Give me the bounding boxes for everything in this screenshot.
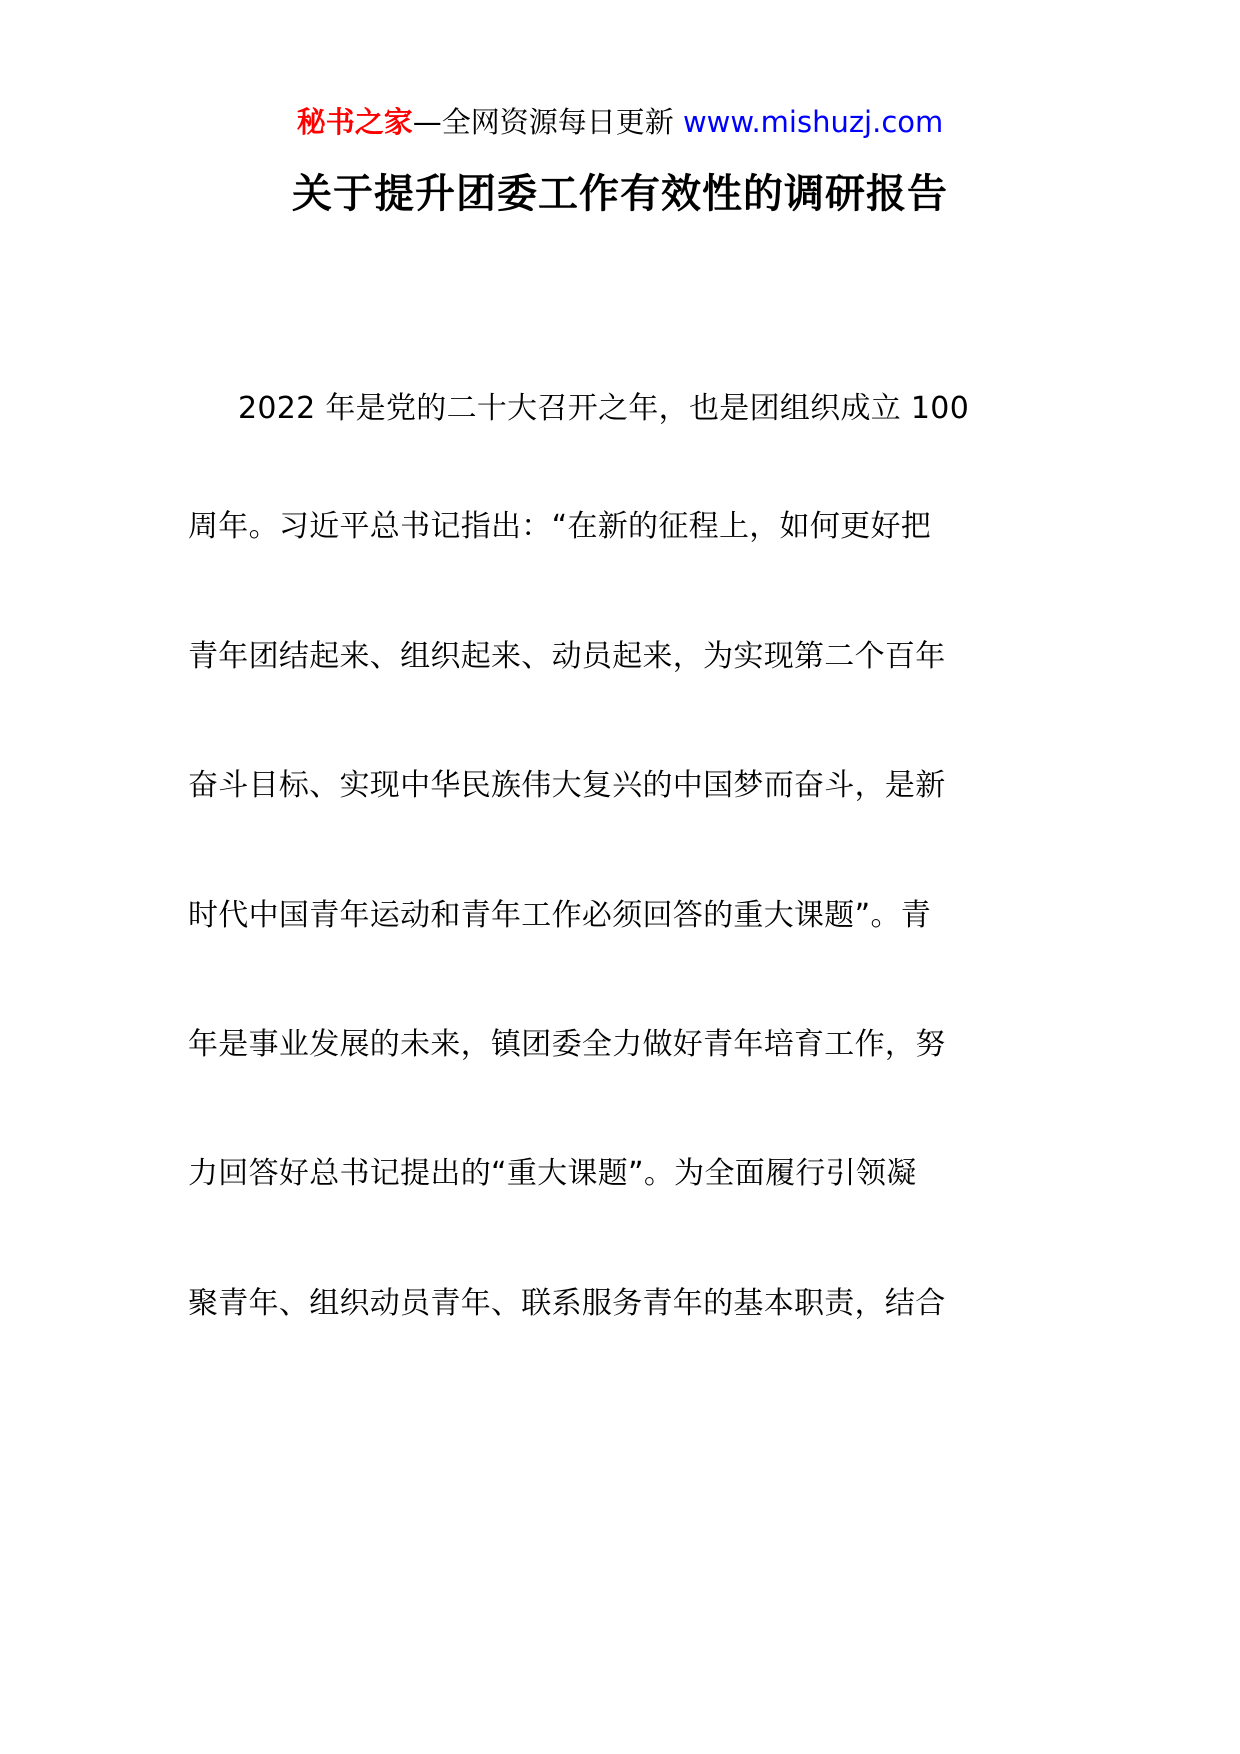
paragraph-line-5: 时代中国青年运动和青年工作必须回答的重大课题”。青 <box>188 898 932 933</box>
site-tagline: —全网资源每日更新 <box>412 105 683 139</box>
paragraph-line-3: 青年团结起来、组织起来、动员起来，为实现第二个百年 <box>188 639 946 674</box>
paragraph-line-4: 奋斗目标、实现中华民族伟大复兴的中国梦而奋斗，是新 <box>188 768 946 803</box>
site-url-link[interactable]: www.mishuzj.com <box>682 105 944 139</box>
brand-name: 秘书之家 <box>296 105 413 139</box>
document-title: 关于提升团委工作有效性的调研报告 <box>292 171 948 217</box>
site-header <box>0 102 1240 142</box>
paragraph-line-2: 周年。习近平总书记指出：“在新的征程上，如何更好把 <box>188 509 932 544</box>
paragraph-line-6: 年是事业发展的未来，镇团委全力做好青年培育工作，努 <box>188 1027 946 1062</box>
paragraph-line-7: 力回答好总书记提出的“重大课题”。为全面履行引领凝 <box>188 1156 917 1191</box>
paragraph-line-1: 2022 年是党的二十大召开之年，也是团组织成立 100 <box>238 391 970 426</box>
paragraph-line-8: 聚青年、组织动员青年、联系服务青年的基本职责，结合 <box>188 1286 946 1321</box>
